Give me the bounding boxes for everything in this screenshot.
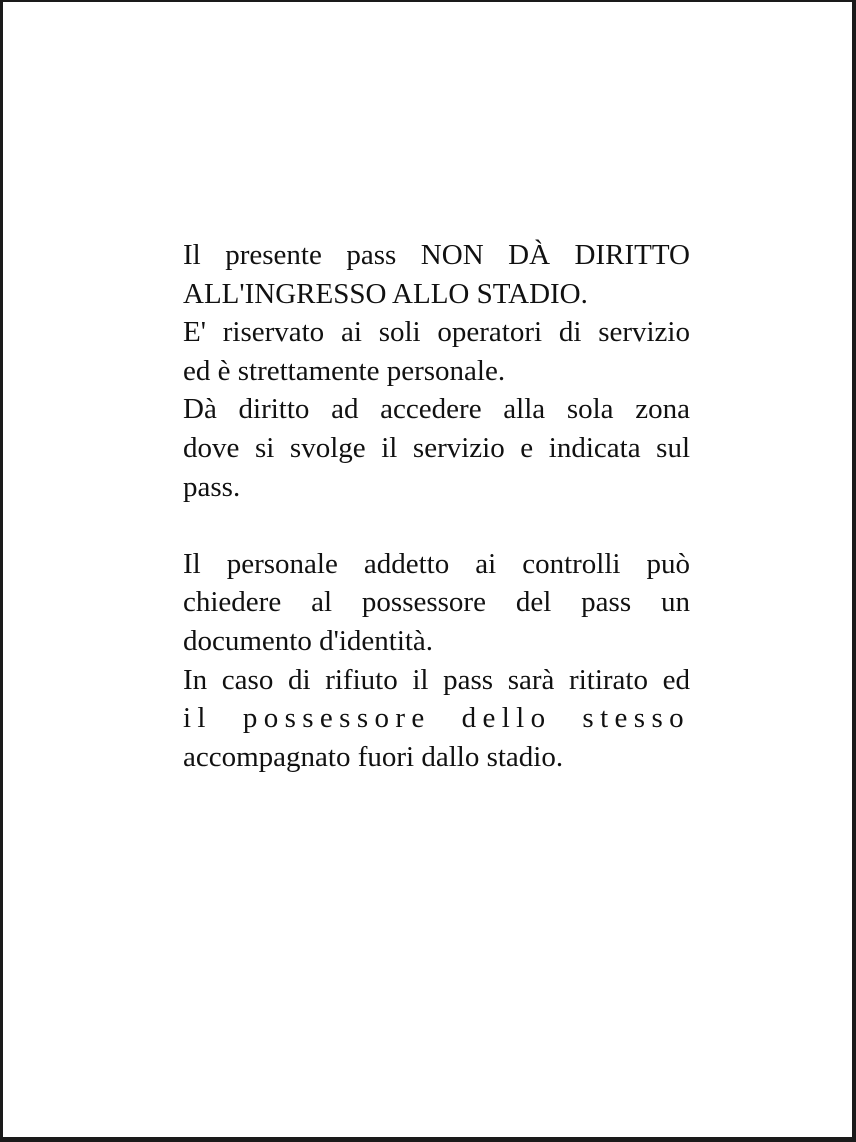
paragraph-identity-check — [183, 545, 690, 777]
notice-line: E' riservato ai soli operatori di servizio — [183, 316, 690, 349]
pass-notice-text — [183, 236, 690, 776]
notice-line: Il personale addetto ai controlli può — [183, 547, 690, 580]
notice-line: In caso di rifiuto il pass sarà ritirato ed — [183, 663, 690, 696]
notice-line: documento d'identità. — [183, 624, 434, 657]
notice-line: accompagnato fuori dallo stadio. — [183, 740, 564, 773]
paragraph-spacer — [183, 506, 690, 545]
notice-line: ALL'INGRESSO ALLO STADIO. — [183, 277, 588, 310]
notice-line: Dà diritto ad accedere alla sola zona — [183, 393, 690, 426]
notice-line: il possessore dello stesso — [183, 702, 690, 735]
paragraph-access-restriction — [183, 236, 690, 506]
notice-line: ed è strettamente personale. — [183, 354, 506, 387]
notice-line: pass. — [183, 470, 241, 503]
notice-line: dove si svolge il servizio e indicata sul — [183, 431, 690, 464]
notice-line: Il presente pass NON DÀ DIRITTO — [183, 239, 690, 271]
notice-line: chiedere al possessore del pass un — [183, 586, 690, 619]
